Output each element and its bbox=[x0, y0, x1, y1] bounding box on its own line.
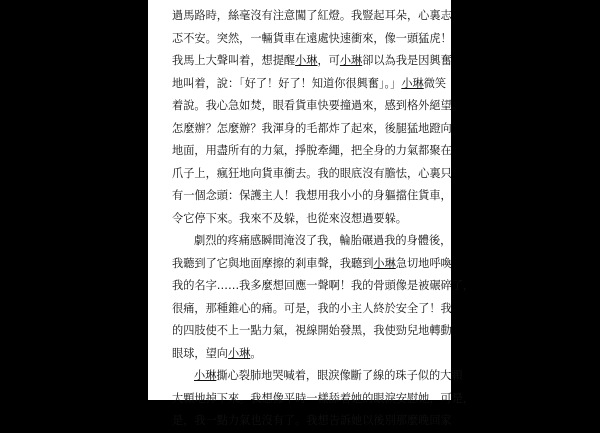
character-name: 小琳 bbox=[339, 54, 363, 67]
text-line: 大顆地掉下來。我想像平時一樣舔着她的眼淚安慰她，可是， bbox=[172, 391, 475, 405]
text-line: 眼球，望向小琳。 bbox=[172, 346, 262, 360]
text-line: 過馬路時，絲毫沒有注意闖了紅燈。我豎起耳朵，心裏志 bbox=[172, 9, 452, 22]
text-line: 怎麼辦？怎麼辦？我渾身的毛都炸了起來，後腿猛地蹬向 bbox=[172, 121, 452, 135]
text-line: 地面，用盡所有的力氣，掙脫牽繩，把全身的力氣都聚在 bbox=[172, 144, 452, 157]
text-line: 小琳撕心裂肺地哭喊着，眼淚像斷了線的珠子似的大顆 bbox=[194, 369, 463, 382]
text-line: 劇烈的疼痛感瞬間淹沒了我，輪胎碾過我的身體後， bbox=[194, 234, 452, 247]
text-line: 爪子上，瘋狂地向貨車衝去。我的眼底沒有膽怯，心裏只 bbox=[172, 166, 452, 180]
document-page bbox=[148, 0, 475, 427]
text-line: 我的名字……我多麼想回應一聲啊！我的骨頭像是被碾碎了， bbox=[172, 279, 475, 292]
text-line: 我馬上大聲叫着，想提醒小琳，可小琳卻以為我是因興奮 bbox=[172, 54, 452, 67]
text-line: 令它停下來。我來不及躲，也從來沒想過要躲。 bbox=[172, 211, 407, 225]
text-line: 很痛，那種錐心的痛。可是，我的小主人終於安全了！我 bbox=[172, 301, 452, 315]
text-line: 有一個念頭：保護主人！我想用我小小的身軀擋住貨車， bbox=[172, 189, 452, 202]
text-line: 的四肢使不上一點力氣，視線開始發黑，我使勁兒地轉動 bbox=[172, 324, 452, 337]
text-line: 地叫着，說：「好了！好了！知道你很興奮」。」小琳微笑 bbox=[172, 76, 447, 90]
text-line: 着說。我心急如焚，眼看貨車快要撞過來，感到格外絕望。 bbox=[172, 99, 463, 112]
text-line: 是，我一點力氣也沒有了。我想告訴她以後別那麼晚回家 bbox=[172, 414, 452, 427]
character-name: 小琳 bbox=[295, 54, 318, 67]
character-name: 小琳 bbox=[227, 346, 251, 360]
text-line: 我聽到了它與地面摩擦的剎車聲，我聽到小琳急切地呼喚 bbox=[172, 256, 452, 270]
story-text bbox=[172, 5, 475, 433]
character-name: 小琳 bbox=[194, 369, 217, 382]
character-name: 小琳 bbox=[373, 256, 396, 270]
character-name: 小琳 bbox=[401, 76, 424, 90]
text-line: 忑不安。突然，一輛貨車在遠處快速衝來，像一頭猛虎！ bbox=[172, 31, 452, 45]
